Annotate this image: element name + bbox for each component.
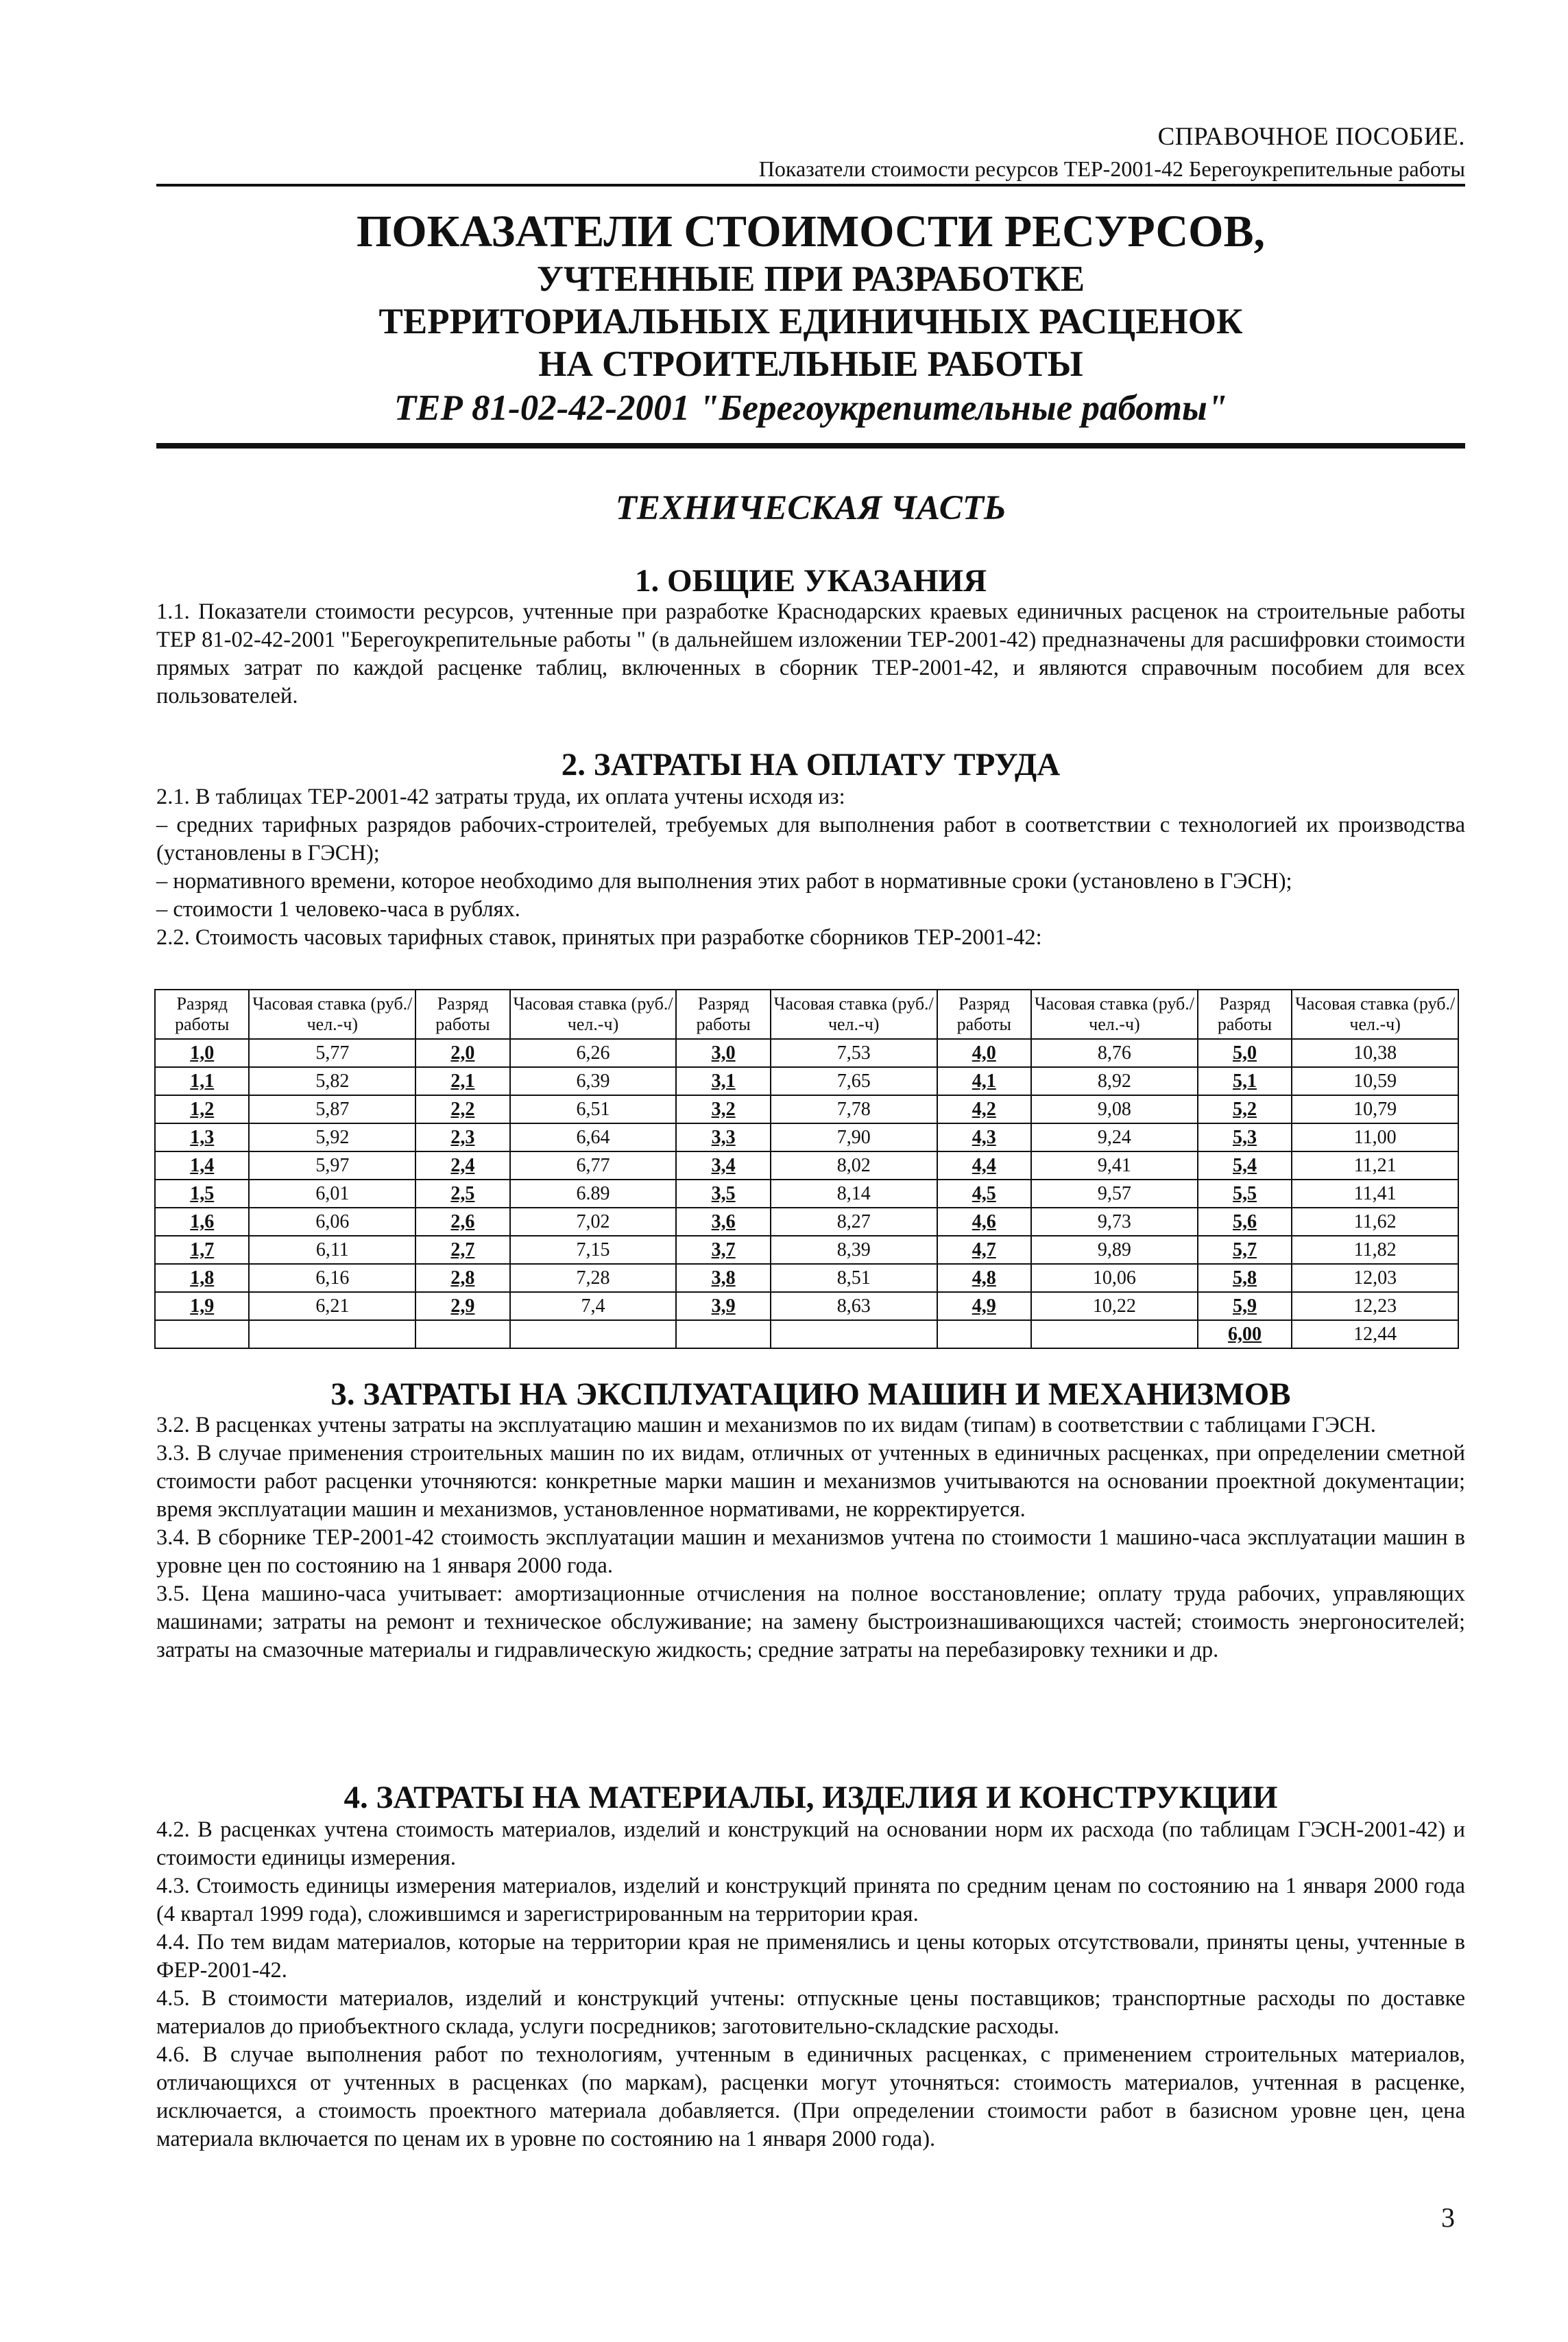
grade-cell <box>937 1320 1031 1348</box>
header-rate: Часовая ставка (руб./чел.-ч) <box>1292 990 1458 1039</box>
rate-cell: 12,03 <box>1292 1264 1458 1292</box>
rate-cell: 9,08 <box>1031 1095 1198 1123</box>
header-grade: Разряд работы <box>937 990 1031 1039</box>
paragraph-4-6: 4.6. В случае выполнения работ по технологиям, учтенным в единичных расценках, с применением строительных материалов, отличающихся от учтенных в расценках (по маркам), расценки могут уточняться: стоимость материалов, учтенная в расценке, исключается, а стоимость проектного материала добавляется. (При определении стоимости работ в базисном уровне цен, цена материала включается по ценам их в уровне по состоянию на 1 января 2000 года). <box>156 2042 1465 2151</box>
table-row <box>155 1208 1458 1236</box>
table-row <box>155 1292 1458 1320</box>
grade-cell: 2,6 <box>415 1208 509 1236</box>
section-1-heading: 1. ОБЩИЕ УКАЗАНИЯ <box>634 563 987 599</box>
rate-cell: 11,41 <box>1292 1180 1458 1208</box>
rate-cell: 5,97 <box>249 1151 415 1180</box>
table-row <box>155 1320 1458 1348</box>
table-header-row <box>155 990 1458 1039</box>
rate-cell: 6,26 <box>510 1039 677 1067</box>
rate-cell: 7,78 <box>771 1095 937 1123</box>
paragraph-2-2: 2.2. Стоимость часовых тарифных ставок, принятых при разработке сборников ТЕР-2001-42: <box>156 925 1042 950</box>
rate-cell: 6,39 <box>510 1067 677 1095</box>
rate-cell: 11,62 <box>1292 1208 1458 1236</box>
rate-cell: 10,59 <box>1292 1067 1458 1095</box>
section-2-heading: 2. ЗАТРАТЫ НА ОПЛАТУ ТРУДА <box>561 747 1061 782</box>
paragraph-4-4: 4.4. По тем видам материалов, которые на территории края не применялись и цены которых отсутствовали, приняты цены, учтенные в ФЕР-2001-42. <box>156 1930 1465 1983</box>
grade-cell: 2,8 <box>415 1264 509 1292</box>
grade-cell: 2,3 <box>415 1123 509 1151</box>
grade-cell: 3,1 <box>676 1067 770 1095</box>
table-row <box>155 1236 1458 1264</box>
rate-cell: 10,06 <box>1031 1264 1198 1292</box>
rate-cell: 6,06 <box>249 1208 415 1236</box>
grade-cell: 5,7 <box>1198 1236 1292 1264</box>
header-line-2: Показатели стоимости ресурсов ТЕР-2001-42 Берегоукрепительные работы <box>758 156 1465 181</box>
grade-cell: 1,6 <box>155 1208 249 1236</box>
grade-cell: 1,9 <box>155 1292 249 1320</box>
table-row <box>155 1095 1458 1123</box>
grade-cell: 2,0 <box>415 1039 509 1067</box>
grade-cell: 4,2 <box>937 1095 1031 1123</box>
rate-cell: 8,76 <box>1031 1039 1198 1067</box>
rate-cell: 10,38 <box>1292 1039 1458 1067</box>
rate-cell <box>1031 1320 1198 1348</box>
title-line-5: ТЕР 81-02-42-2001 "Берегоукрепительные работы" <box>394 388 1228 428</box>
table-body <box>155 1039 1458 1348</box>
grade-cell: 3,2 <box>676 1095 770 1123</box>
grade-cell: 3,7 <box>676 1236 770 1264</box>
rate-cell: 6,16 <box>249 1264 415 1292</box>
section-4-text <box>156 1816 1465 2153</box>
rate-cell <box>510 1320 677 1348</box>
grade-cell: 1,1 <box>155 1067 249 1095</box>
rate-cell: 8,14 <box>771 1180 937 1208</box>
page-number: 3 <box>1441 2202 1455 2233</box>
grade-cell: 5,8 <box>1198 1264 1292 1292</box>
table-row <box>155 1180 1458 1208</box>
grade-cell: 1,0 <box>155 1039 249 1067</box>
rate-cell: 9,57 <box>1031 1180 1198 1208</box>
rate-cell: 6,21 <box>249 1292 415 1320</box>
rate-cell: 8,39 <box>771 1236 937 1264</box>
technical-part-heading: ТЕХНИЧЕСКАЯ ЧАСТЬ <box>615 489 1006 527</box>
paragraph-4-5: 4.5. В стоимости материалов, изделий и конструкций учтены: отпускные цены поставщиков; транспортные расходы по доставке материалов до приобъектного склада, услуги посредников; заготовительно-складские расходы. <box>156 1986 1465 2039</box>
grade-cell: 1,8 <box>155 1264 249 1292</box>
grade-cell: 5,6 <box>1198 1208 1292 1236</box>
grade-cell: 4,4 <box>937 1151 1031 1180</box>
rate-cell: 10,22 <box>1031 1292 1198 1320</box>
grade-cell: 4,6 <box>937 1208 1031 1236</box>
header-grade: Разряд работы <box>415 990 509 1039</box>
table-row <box>155 1264 1458 1292</box>
paragraph-2-1: 2.1. В таблицах ТЕР-2001-42 затраты труда, их оплата учтены исходя из: <box>156 785 845 809</box>
paragraph-3-5: 3.5. Цена машино-часа учитывает: амортизационные отчисления на полное восстановление; оплату труда рабочих, управляющих машинами; затраты на ремонт и техническое обслуживание; на замену быстроизнашивающихся частей; стоимость энергоносителей; затраты на смазочные материалы и гидравлическую жидкость; средние затраты на перебазировку техники и др. <box>156 1581 1465 1662</box>
grade-cell: 5,2 <box>1198 1095 1292 1123</box>
rate-cell: 9,24 <box>1031 1123 1198 1151</box>
grade-cell: 6,00 <box>1198 1320 1292 1348</box>
grade-cell <box>155 1320 249 1348</box>
section-4-heading: 4. ЗАТРАТЫ НА МАТЕРИАЛЫ, ИЗДЕЛИЯ И КОНСТРУКЦИИ <box>343 1780 1278 1815</box>
grade-cell: 1,7 <box>155 1236 249 1264</box>
title-line-3: ТЕРРИТОРИАЛЬНЫХ ЕДИНИЧНЫХ РАСЦЕНОК <box>378 302 1243 342</box>
list-item-1: – средних тарифных разрядов рабочих-строителей, требуемых для выполнения работ в соответствии с технологией их производства (установлены в ГЭСН); <box>156 813 1465 865</box>
section-3-text <box>156 1411 1465 1664</box>
list-item-2: – нормативного времени, которое необходимо для выполнения этих работ в нормативные сроки (установлено в ГЭСН); <box>156 869 1292 894</box>
grade-cell: 2,1 <box>415 1067 509 1095</box>
grade-cell: 2,4 <box>415 1151 509 1180</box>
grade-cell: 2,2 <box>415 1095 509 1123</box>
document-title <box>156 206 1465 431</box>
rate-cell <box>249 1320 415 1348</box>
title-line-4: НА СТРОИТЕЛЬНЫЕ РАБОТЫ <box>538 344 1083 384</box>
grade-cell: 5,3 <box>1198 1123 1292 1151</box>
grade-cell: 3,4 <box>676 1151 770 1180</box>
rate-cell: 7,4 <box>510 1292 677 1320</box>
title-line-1: ПОКАЗАТЕЛИ СТОИМОСТИ РЕСУРСОВ, <box>356 206 1266 256</box>
header-rule <box>156 184 1465 187</box>
grade-cell: 5,9 <box>1198 1292 1292 1320</box>
rate-cell: 6,01 <box>249 1180 415 1208</box>
title-rule <box>156 443 1465 449</box>
rate-cell: 8,02 <box>771 1151 937 1180</box>
rate-cell: 9,73 <box>1031 1208 1198 1236</box>
section-2-text <box>156 783 1465 952</box>
rate-cell: 5,82 <box>249 1067 415 1095</box>
rate-cell: 12,44 <box>1292 1320 1458 1348</box>
grade-cell: 2,7 <box>415 1236 509 1264</box>
header-rate: Часовая ставка (руб./чел.-ч) <box>510 990 677 1039</box>
grade-cell: 4,1 <box>937 1067 1031 1095</box>
grade-cell: 4,8 <box>937 1264 1031 1292</box>
section-3-heading: 3. ЗАТРАТЫ НА ЭКСПЛУАТАЦИЮ МАШИН И МЕХАНИЗМОВ <box>330 1376 1291 1412</box>
title-line-2: УЧТЕННЫЕ ПРИ РАЗРАБОТКЕ <box>536 259 1085 299</box>
rate-cell: 6,64 <box>510 1123 677 1151</box>
rate-cell: 8,27 <box>771 1208 937 1236</box>
rate-cell: 7,28 <box>510 1264 677 1292</box>
grade-cell: 4,3 <box>937 1123 1031 1151</box>
rate-cell: 10,79 <box>1292 1095 1458 1123</box>
section-1-text <box>156 598 1465 710</box>
rate-cell: 12,23 <box>1292 1292 1458 1320</box>
grade-cell: 3,6 <box>676 1208 770 1236</box>
table-row <box>155 1123 1458 1151</box>
hourly-rates-table <box>154 989 1459 1349</box>
grade-cell: 5,5 <box>1198 1180 1292 1208</box>
rate-cell: 7,53 <box>771 1039 937 1067</box>
header-rate: Часовая ставка (руб./чел.-ч) <box>249 990 415 1039</box>
header-rate: Часовая ставка (руб./чел.-ч) <box>1031 990 1198 1039</box>
paragraph-4-3: 4.3. Стоимость единицы измерения материалов, изделий и конструкций принята по средним ценам по состоянию на 1 января 2000 года (4 квартал 1999 года), сложившимся и зарегистрированным на территории края. <box>156 1874 1465 1926</box>
list-item-3: – стоимости 1 человеко-часа в рублях. <box>156 897 520 922</box>
rate-cell: 7,15 <box>510 1236 677 1264</box>
grade-cell: 1,3 <box>155 1123 249 1151</box>
grade-cell: 3,5 <box>676 1180 770 1208</box>
grade-cell: 4,5 <box>937 1180 1031 1208</box>
grade-cell: 2,5 <box>415 1180 509 1208</box>
paragraph-1-1: 1.1. Показатели стоимости ресурсов, учтенные при разработке Краснодарских краевых единичных расценок на строительные работы ТЕР 81-02-42-2001 "Берегоукрепительные работы " (в дальнейшем изложении ТЕР-2001-42) предназначены для расшифровки стоимости прямых затрат по каждой расценке таблиц, включенных в сборник ТЕР-2001-42, и являются справочным пособием для всех пользователей. <box>156 599 1465 708</box>
rate-cell: 11,82 <box>1292 1236 1458 1264</box>
header-grade: Разряд работы <box>1198 990 1292 1039</box>
grade-cell: 5,0 <box>1198 1039 1292 1067</box>
paragraph-4-2: 4.2. В расценках учтена стоимость материалов, изделий и конструкций на основании норм их расхода (по таблицам ГЭСН-2001-42) и стоимости единицы измерения. <box>156 1817 1465 1870</box>
rate-cell: 6,77 <box>510 1151 677 1180</box>
header-grade: Разряд работы <box>676 990 770 1039</box>
rate-cell: 7,02 <box>510 1208 677 1236</box>
rate-cell: 11,00 <box>1292 1123 1458 1151</box>
grade-cell <box>676 1320 770 1348</box>
rate-cell: 8,51 <box>771 1264 937 1292</box>
table-row <box>155 1039 1458 1067</box>
rate-cell: 7,65 <box>771 1067 937 1095</box>
grade-cell: 1,5 <box>155 1180 249 1208</box>
grade-cell: 3,8 <box>676 1264 770 1292</box>
grade-cell: 3,3 <box>676 1123 770 1151</box>
rate-cell: 6,11 <box>249 1236 415 1264</box>
rate-cell: 6.89 <box>510 1180 677 1208</box>
grade-cell: 4,7 <box>937 1236 1031 1264</box>
rate-cell: 9,89 <box>1031 1236 1198 1264</box>
header-rate: Часовая ставка (руб./чел.-ч) <box>771 990 937 1039</box>
grade-cell: 1,2 <box>155 1095 249 1123</box>
paragraph-3-4: 3.4. В сборнике ТЕР-2001-42 стоимость эксплуатации машин и механизмов учтена по стоимости 1 машино-часа эксплуатации машин в уровне цен по состоянию на 1 января 2000 года. <box>156 1525 1465 1578</box>
rate-cell: 5,92 <box>249 1123 415 1151</box>
grade-cell: 4,9 <box>937 1292 1031 1320</box>
rate-cell: 6,51 <box>510 1095 677 1123</box>
grade-cell: 2,9 <box>415 1292 509 1320</box>
paragraph-3-2: 3.2. В расценках учтены затраты на эксплуатацию машин и механизмов по их видам (типам) в соответствии с таблицами ГЭСН. <box>156 1413 1376 1437</box>
grade-cell: 5,1 <box>1198 1067 1292 1095</box>
grade-cell: 4,0 <box>937 1039 1031 1067</box>
header-line-1: СПРАВОЧНОЕ ПОСОБИЕ. <box>1157 123 1465 151</box>
rate-cell: 8,63 <box>771 1292 937 1320</box>
header-grade: Разряд работы <box>155 990 249 1039</box>
rate-cell: 5,77 <box>249 1039 415 1067</box>
table-row <box>155 1151 1458 1180</box>
grade-cell <box>415 1320 509 1348</box>
grade-cell: 3,0 <box>676 1039 770 1067</box>
rate-cell: 7,90 <box>771 1123 937 1151</box>
grade-cell: 1,4 <box>155 1151 249 1180</box>
paragraph-3-3: 3.3. В случае применения строительных машин по их видам, отличных от учтенных в единичных расценках, при определении сметной стоимости работ расценки уточняются: конкретные марки машин и механизмов учитываются на основании проектной документации; время эксплуатации машин и механизмов, установленное нормативами, не корректируется. <box>156 1441 1465 1522</box>
rate-cell: 5,87 <box>249 1095 415 1123</box>
rate-cell <box>771 1320 937 1348</box>
grade-cell: 3,9 <box>676 1292 770 1320</box>
rate-cell: 9,41 <box>1031 1151 1198 1180</box>
rate-cell: 8,92 <box>1031 1067 1198 1095</box>
table-row <box>155 1067 1458 1095</box>
grade-cell: 5,4 <box>1198 1151 1292 1180</box>
rate-cell: 11,21 <box>1292 1151 1458 1180</box>
